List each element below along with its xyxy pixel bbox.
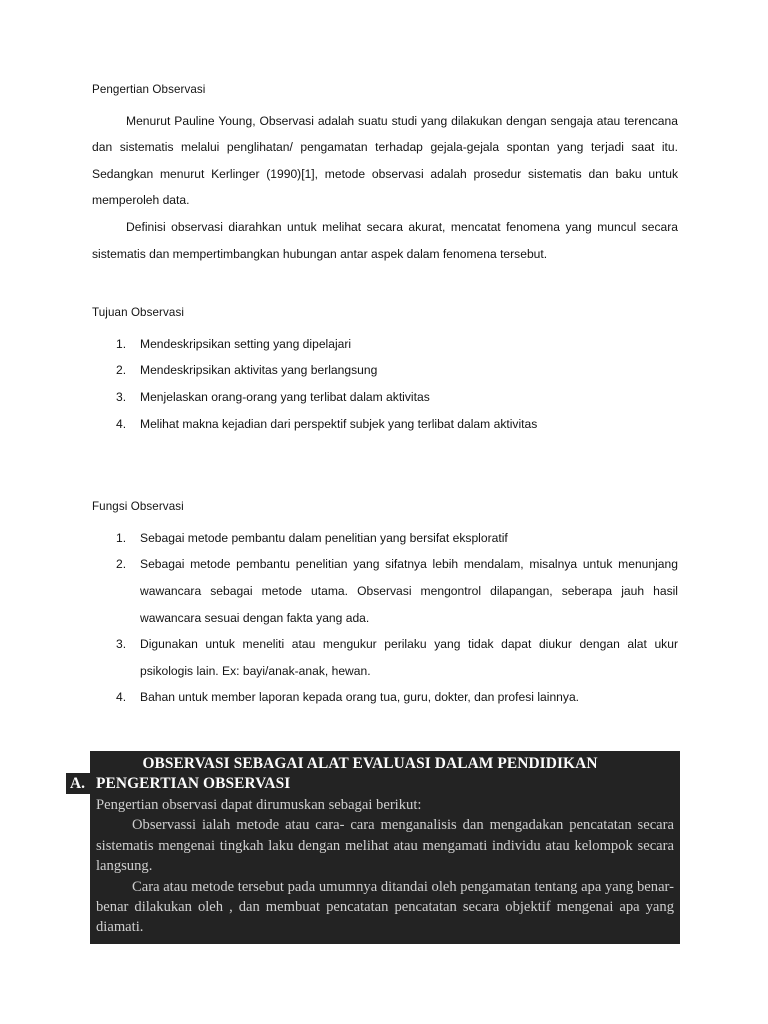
black-block-paragraph-1: Observassi ialah metode atau cara- cara menganalisis dan mengadakan pencatatan secara sistematis mengenai tingkah laku dengan melihat atau mengamati individu atau kelompok secara langsung. [96, 817, 674, 875]
list-item-label: Bahan untuk member laporan kepada orang tua, guru, dokter, dan profesi lainnya. [140, 690, 580, 705]
spacer-after-pengertian [92, 267, 678, 307]
black-block-paragraph-2: Cara atau metode tersebut pada umumnya ditandai oleh pengamatan tentang apa yang benar- benar dilakukan oleh , dan membuat pencatatan pencatatan secara objektif mengenai apa yang diamati. [96, 878, 674, 936]
list-item [92, 411, 678, 438]
list-item-label: Mendeskripsikan aktivitas yang berlangsung [140, 363, 378, 378]
list-marker: 4. [116, 690, 127, 705]
list-marker: 1. [116, 530, 127, 545]
black-block-subheading: PENGERTIAN OBSERVASI [96, 775, 291, 792]
document-body [92, 84, 678, 711]
spacer-after-tujuan [92, 437, 678, 501]
section-heading-tujuan: Tujuan Observasi [92, 306, 185, 320]
list-item [92, 384, 678, 411]
section-heading-pengertian: Pengertian Observasi [92, 83, 206, 96]
list-item [92, 331, 678, 358]
list-item-label: Menjelaskan orang-orang yang terlibat dalam aktivitas [140, 389, 430, 404]
list-item-label: Mendeskripsikan setting yang dipelajari [140, 336, 352, 351]
list-item [92, 631, 678, 684]
list-marker: 3. [116, 389, 127, 404]
list-marker: 2. [116, 557, 127, 572]
list-item-label: Digunakan untuk meneliti atau mengukur perilaku yang tidak dapat diukur dengan alat ukur psikologis lain. Ex: bayi/anak-anak, hewan. [140, 637, 678, 678]
section-tujuan-observasi [92, 307, 678, 437]
list-item [92, 684, 678, 711]
list-marker: 4. [116, 416, 127, 431]
fungsi-observasi-list [92, 525, 678, 711]
paragraph-pengertian-1: Menurut Pauline Young, Observasi adalah suatu studi yang dilakukan dengan sengaja atau terencana dan sistematis melalui penglihatan/ pengamatan terhadap gejala-gejala spontan yang terjadi saat itu. Sedangkan menurut Kerlinger (1990)[1], metode observasi adalah prosedur sistematis dan baku untuk memperoleh data. [92, 113, 678, 208]
section-heading-fungsi: Fungsi Observasi [92, 500, 184, 514]
list-marker: 1. [116, 336, 127, 351]
list-item [92, 551, 678, 631]
section-fungsi-observasi [92, 501, 678, 711]
list-marker: 2. [116, 363, 127, 378]
paragraph-pengertian-2: Definisi observasi diarahkan untuk melihat secara akurat, mencatat fenomena yang muncul secara sistematis dan mempertimbangkan hubungan antar aspek dalam fenomena tersebut. [92, 219, 678, 261]
list-item-label: Sebagai metode pembantu penelitian yang sifatnya lebih mendalam, misalnya untuk menunjang wawancara sebagai metode utama. Observasi mengontrol dilapangan, seberapa jauh hasil wawancara sesuai dengan fakta yang ada. [140, 557, 678, 625]
black-block-letter-tab: A. [66, 773, 90, 794]
section-pengertian-observasi [92, 84, 678, 267]
black-block-title: OBSERVASI SEBAGAI ALAT EVALUASI DALAM PENDIDIKAN [142, 755, 598, 772]
list-item [92, 525, 678, 552]
tujuan-observasi-list [92, 331, 678, 437]
list-marker: 3. [116, 637, 127, 652]
black-block-lead-text: Pengertian observasi dapat dirumuskan sebagai berikut: [96, 797, 422, 813]
list-item-label: Sebagai metode pembantu dalam penelitian yang bersifat eksploratif [140, 530, 508, 545]
black-block-subheading-row [70, 773, 680, 794]
list-item [92, 357, 678, 384]
list-item-label: Melihat makna kejadian dari perspektif subjek yang terlibat dalam aktivitas [140, 416, 538, 431]
highlighted-black-block [70, 751, 680, 944]
